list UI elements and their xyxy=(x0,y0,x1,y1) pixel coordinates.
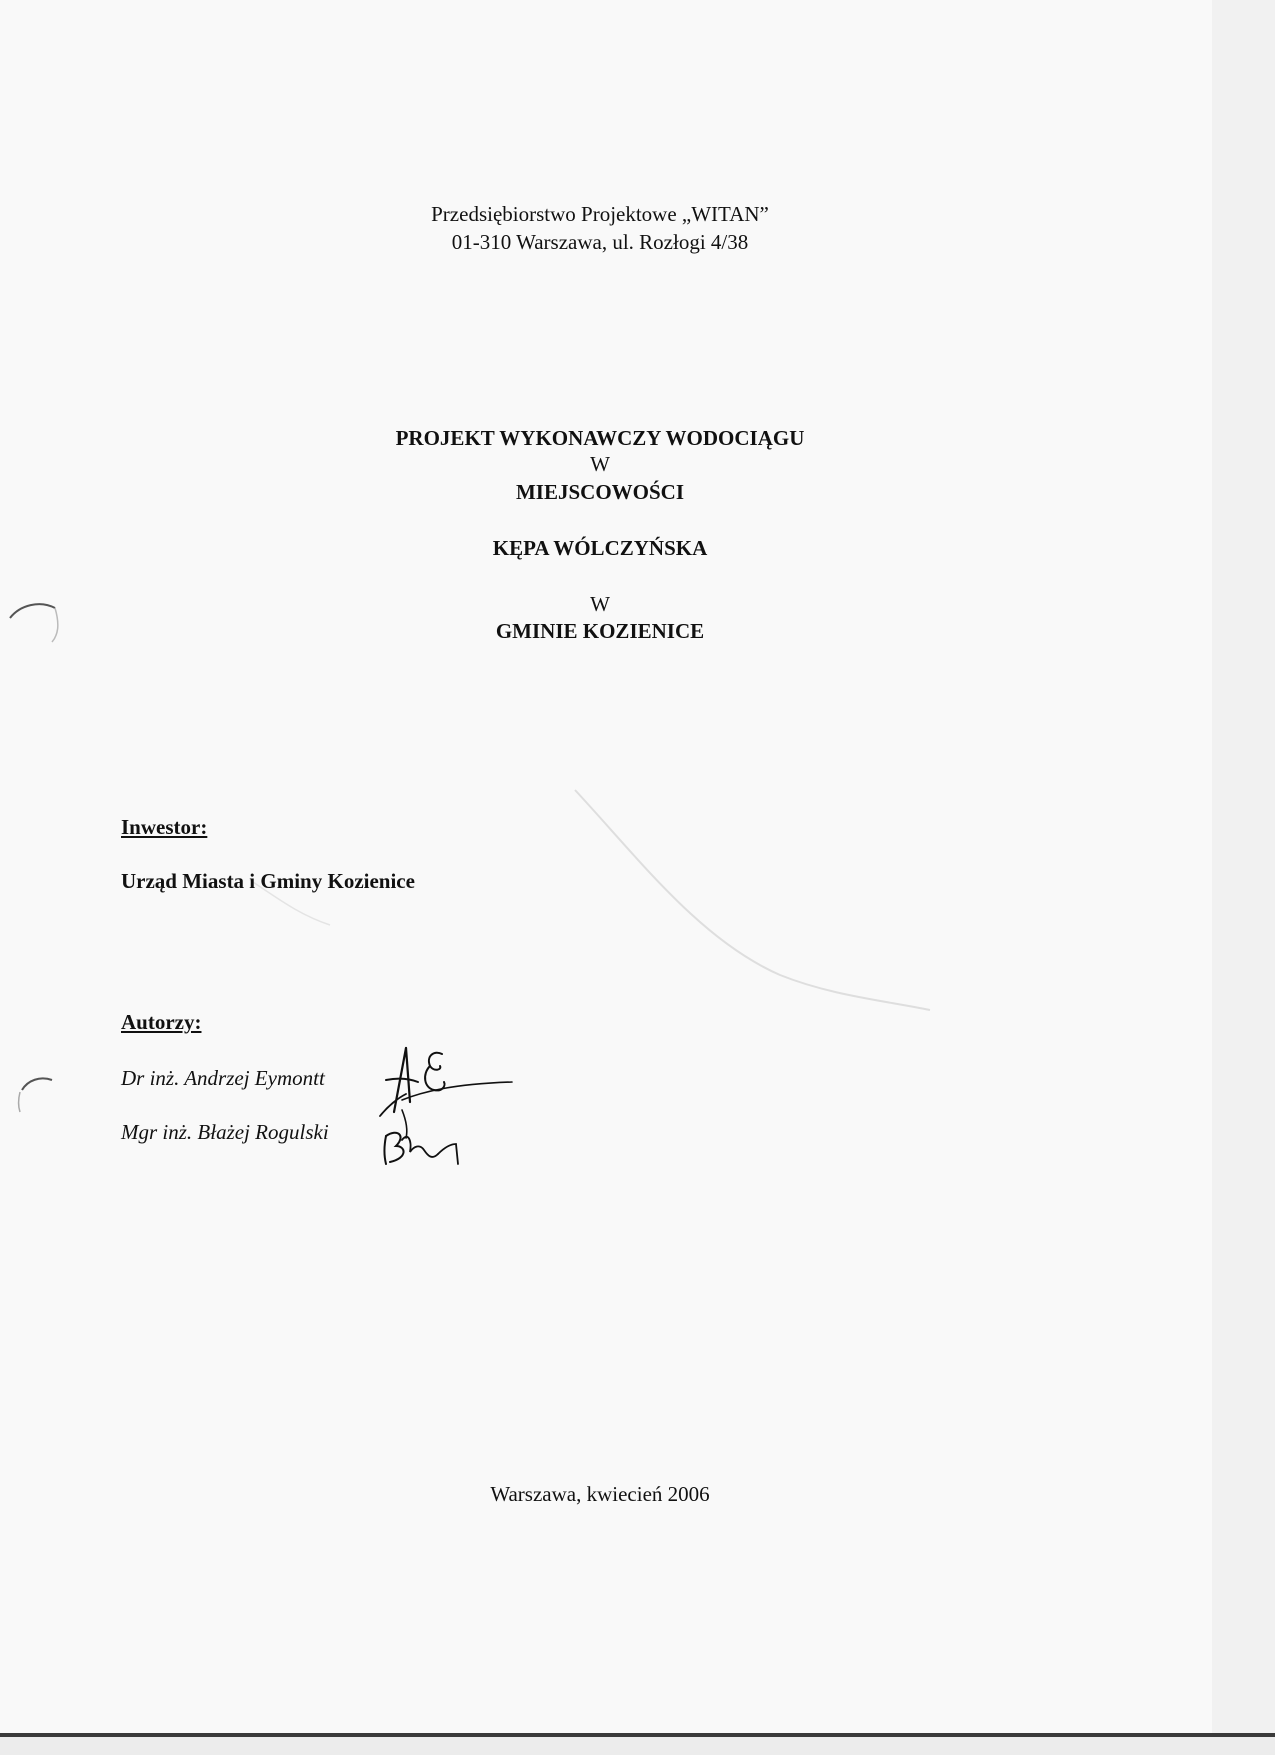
title-line-2: W xyxy=(590,452,610,476)
title-locality: KĘPA WÓLCZYŃSKA xyxy=(492,536,708,560)
title-municipality: GMINIE KOZIENICE xyxy=(495,619,705,643)
author-2: Mgr inż. Błażej Rogulski xyxy=(121,1120,329,1144)
company-header xyxy=(0,200,1200,256)
title-line-5: W xyxy=(590,592,610,616)
title-line-3: MIEJSCOWOŚCI xyxy=(515,480,685,504)
author-1: Dr inż. Andrzej Eymontt xyxy=(121,1066,325,1090)
place-date: Warszawa, kwiecień 2006 xyxy=(490,1482,710,1506)
investor-label: Inwestor: xyxy=(121,815,208,839)
investor-name: Urząd Miasta i Gminy Kozienice xyxy=(121,869,415,893)
signature-image xyxy=(372,1040,522,1170)
title-line-1: PROJEKT WYKONAWCZY WODOCIĄGU xyxy=(395,426,805,450)
authors-label: Autorzy: xyxy=(121,1010,202,1034)
company-name: Przedsiębiorstwo Projektowe „WITAN” xyxy=(431,202,769,226)
company-address: 01-310 Warszawa, ul. Rozłogi 4/38 xyxy=(451,230,749,254)
